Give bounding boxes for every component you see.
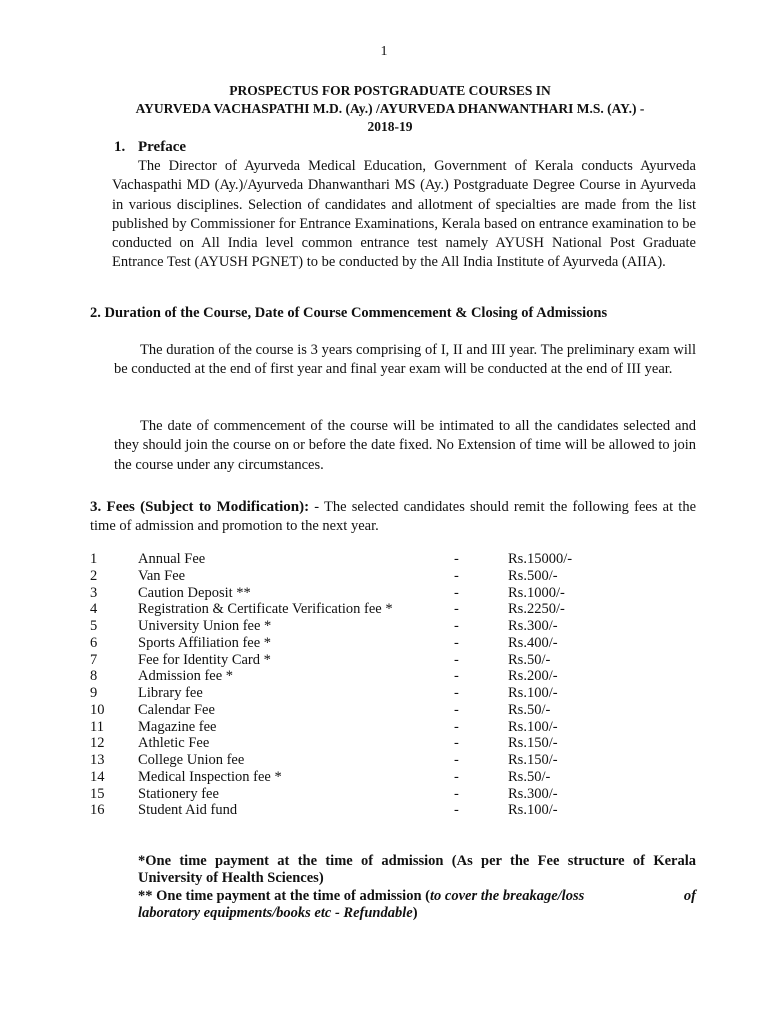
fee-name: University Union fee * [138, 618, 272, 634]
fee-number: 16 [90, 802, 105, 819]
fee-name: Caution Deposit ** [138, 584, 251, 601]
footnote-one-time: *One time payment at the time of admission (As per the Fee structure of Kerala University of Health Sciences) [138, 853, 696, 886]
fee-amount: Rs.100/- [508, 802, 558, 819]
fee-dash: - [454, 601, 459, 618]
fee-dash: - [454, 802, 459, 819]
fee-dash: - [454, 584, 459, 601]
footnote-caution-deposit [138, 888, 696, 922]
duration-paragraph-1: The duration of the course is 3 years comprising of I, II and III year. The preliminary exam will be conducted at the end of first year and final year exam will be conducted at the end of III year. [114, 342, 696, 378]
fee-number: 8 [90, 668, 98, 685]
fee-row [90, 786, 610, 803]
fee-number: 3 [90, 584, 98, 601]
fee-amount: Rs.150/- [508, 735, 558, 752]
fee-number: 15 [90, 785, 105, 802]
fee-dash: - [454, 567, 459, 584]
duration-paragraph-2: The date of commencement of the course will be intimated to all the candidates selected and they should join the course on or before the date fixed. No Extension of time will be allowed to join the course under any circumstances. [114, 418, 696, 473]
fee-row [90, 652, 610, 669]
fee-dash: - [454, 651, 459, 668]
fee-dash: - [454, 634, 459, 651]
fee-name: Student Aid fund [138, 802, 238, 819]
fee-number: 9 [90, 685, 98, 701]
fee-number: 14 [90, 768, 105, 785]
fee-name: Athletic Fee [138, 735, 210, 752]
fee-name: Stationery fee [138, 785, 219, 802]
fee-row [90, 585, 610, 602]
footnote-caution-line-2 [138, 905, 696, 922]
fee-name: College Union fee [138, 752, 245, 768]
fee-dash: - [454, 551, 459, 567]
footnote-caution-start: ** One time payment at the time of admission ( [138, 888, 430, 904]
preface-heading-text: Preface [138, 139, 187, 155]
fee-amount: Rs.400/- [508, 634, 558, 651]
fee-amount: Rs.1000/- [508, 584, 565, 601]
fee-name: Annual Fee [138, 551, 206, 567]
duration-heading: 2. Duration of the Course, Date of Course Commencement & Closing of Admissions [90, 305, 608, 321]
fee-row [90, 702, 610, 719]
fee-dash: - [454, 735, 459, 752]
preface-heading [114, 138, 186, 156]
fee-number: 7 [90, 651, 98, 668]
fee-name: Calendar Fee [138, 701, 215, 718]
fee-row [90, 635, 610, 652]
footnote-caution-italic: to cover the breakage/loss [429, 888, 585, 904]
fee-number: 4 [90, 601, 98, 618]
fee-dash: - [454, 701, 459, 718]
fee-dash: - [454, 685, 459, 701]
fee-number: 11 [90, 718, 104, 735]
footnote-caution-italic-2: laboratory equipments/books etc - Refundable [138, 905, 413, 921]
fee-amount: Rs.300/- [508, 618, 558, 634]
fee-row [90, 719, 610, 736]
fee-number: 10 [90, 701, 105, 718]
fee-name: Library fee [138, 685, 203, 701]
fee-amount: Rs.300/- [508, 785, 558, 802]
fee-row [90, 601, 610, 618]
fee-number: 2 [90, 567, 98, 584]
fee-name: Registration & Certificate Verification fee * [138, 601, 393, 618]
footnote-caution-of: of [683, 888, 696, 904]
footnote-caution-line-1 [138, 888, 696, 905]
fee-row [90, 685, 610, 702]
fee-row [90, 735, 610, 752]
preface-number: 1. [114, 139, 126, 155]
fee-name: Magazine fee [138, 718, 217, 735]
fee-amount: Rs.500/- [508, 567, 558, 584]
fee-row [90, 802, 610, 819]
page-number: 1 [380, 44, 388, 59]
fee-row [90, 551, 610, 568]
fee-dash: - [454, 752, 459, 768]
fee-dash: - [454, 785, 459, 802]
fee-table [90, 551, 610, 819]
fees-heading: 3. Fees (Subject to Modification): [90, 499, 310, 515]
fee-number: 1 [90, 551, 98, 567]
preface-paragraph: The Director of Ayurveda Medical Education, Government of Kerala conducts Ayurveda Vachaspathi MD (Ay.)/Ayurveda Dhanwanthari MS (Ay.) Postgraduate Degree Course in Ayurveda in various disciplines. Selection of candidates and allotment of specialties are made from the list published by Commissioner for Entrance Examinations, Kerala based on entrance examination to be conducted on All India level common entrance test namely AYUSH National Post Graduate Entrance Test (AYUSH PGNET) to be conducted by the All India Institute of Ayurveda (AIIA). [112, 158, 696, 271]
fee-amount: Rs.100/- [508, 718, 558, 735]
fee-row [90, 568, 610, 585]
fee-name: Admission fee * [138, 668, 234, 685]
fee-amount: Rs.50/- [508, 768, 551, 785]
fee-number: 12 [90, 735, 105, 752]
footnote-caution-end: ) [412, 905, 418, 921]
fee-row [90, 618, 610, 635]
fee-amount: Rs.200/- [508, 668, 558, 685]
fee-name: Medical Inspection fee * [138, 768, 282, 785]
fee-dash: - [454, 668, 459, 685]
title-line-1: PROSPECTUS FOR POSTGRADUATE COURSES IN [229, 83, 551, 98]
fee-amount: Rs.15000/- [508, 551, 573, 567]
fees-intro-text: - The selected candidates should remit the following fees at the time of admission and promotion to the next year. [90, 499, 697, 534]
footnote-caution-text-1 [138, 888, 584, 905]
fee-amount: Rs.2250/- [508, 601, 565, 618]
fee-number: 5 [90, 618, 98, 634]
fee-number: 6 [90, 634, 98, 651]
fee-number: 13 [90, 752, 105, 768]
fee-row [90, 752, 610, 769]
fee-dash: - [454, 718, 459, 735]
fee-row [90, 668, 610, 685]
fee-amount: Rs.100/- [508, 685, 558, 701]
fee-name: Van Fee [138, 567, 186, 584]
fee-amount: Rs.150/- [508, 752, 558, 768]
fee-name: Fee for Identity Card * [138, 651, 271, 668]
fees-intro [90, 498, 696, 536]
title-line-3: 2018-19 [367, 119, 413, 134]
fee-amount: Rs.50/- [508, 701, 551, 718]
fee-row [90, 769, 610, 786]
fee-dash: - [454, 768, 459, 785]
fee-dash: - [454, 618, 459, 634]
title-line-2: AYURVEDA VACHASPATHI M.D. (Ay.) /AYURVEDA DHANWANTHARI M.S. (AY.) - [135, 101, 645, 116]
fee-amount: Rs.50/- [508, 651, 551, 668]
fee-name: Sports Affiliation fee * [138, 634, 272, 651]
